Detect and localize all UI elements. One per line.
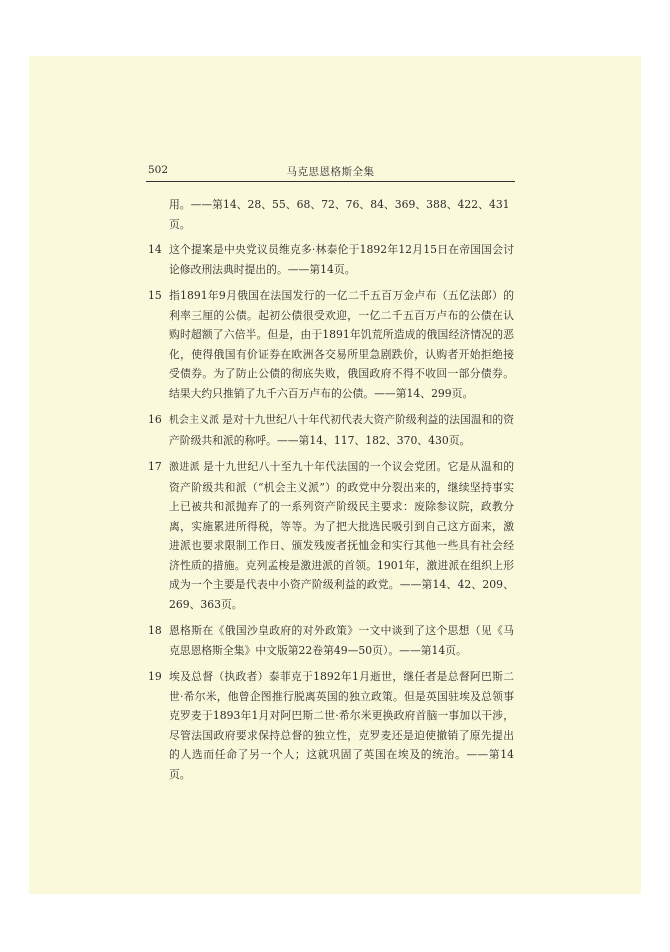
note-19: [146, 667, 514, 784]
note-number: 15: [148, 289, 162, 302]
note-number: 17: [148, 460, 162, 473]
note-text: 埃及总督（执政者）泰菲克于1892年1月逝世，继任者是总督阿巴斯二世·希尔米，他曾企图推行脱离英国的独立政策。但是英国驻埃及总领事克罗麦于1893年1月对阿巴斯二世·希尔米更换政府首脑一事加以干涉，尽管法国政府要求保持总督的独立性，克罗麦还是迫使撤销了原先提出的人选而任命了另一个人；这就巩固了英国在埃及的统治。——第14页。: [169, 670, 514, 781]
note-text: 是对十九世纪八十年代初代表大资产阶级利益的法国温和的资产阶级共和派的称呼。——第14、117、182、370、430页。: [169, 413, 514, 447]
note-number: 18: [148, 624, 162, 637]
note-text: 恩格斯在《俄国沙皇政府的对外政策》一文中谈到了这个思想（见《马克思恩格斯全集》中文版第22卷第49—50页）。——第14页。: [169, 624, 514, 657]
note-number: 16: [148, 413, 162, 426]
note-16: [146, 410, 514, 450]
page-header: [146, 163, 515, 182]
note-number: 14: [148, 243, 162, 256]
note-term: 机会主义派: [169, 415, 220, 426]
notes-body: [146, 195, 514, 791]
page-number: 502: [148, 164, 169, 176]
note-18: [146, 621, 514, 660]
continuation-text: 用。——第14、28、55、68、72、76、84、369、388、422、431页。: [169, 198, 510, 231]
note-number: 19: [148, 670, 162, 683]
note-15: [146, 286, 514, 403]
book-title: 马克思恩格斯全集: [286, 166, 375, 178]
note-17: [146, 457, 514, 614]
note-text: 指1891年9月俄国在法国发行的一亿二千五百万金卢布（五亿法郎）的利率三厘的公债。起初公债很受欢迎，一亿二千五百万卢布的公债在认购时超额了六倍半。但是，由于1891年饥荒所造成的俄国经济情况的恶化，使得俄国有价证券在欧洲各交易所里急剧跌价，认购者开始拒绝接受债券。为了防止公债的彻底失败，俄国政府不得不收回一部分债券。结果大约只推销了九千六百万卢布的公债。——第14、299页。: [169, 289, 514, 400]
note-14: [146, 240, 514, 279]
note-text: 是十九世纪八十至九十年代法国的一个议会党团。它是从温和的资产阶级共和派（“机会主义派”）的政党中分裂出来的，继续坚持事实上已被共和派抛弃了的一系列资产阶级民主要求：废除参议院，政教分离，实施累进所得税，等等。为了把大批选民吸引到自己这方面来，激进派也要求限制工作日、颁发残废者抚恤金和实行其他一些具有社会经济性质的措施。克列孟梭是激进派的首领。1901年，激进派在组织上形成为一个主要是代表中小资产阶级利益的政党。——第14、42、209、269、363页。: [169, 460, 514, 611]
note-text: 这个提案是中央党议员维克多·林泰伦于1892年12月15日在帝国国会讨论修改刑法典时提出的。——第14页。: [169, 243, 514, 276]
note-term: 激进派: [169, 462, 200, 473]
